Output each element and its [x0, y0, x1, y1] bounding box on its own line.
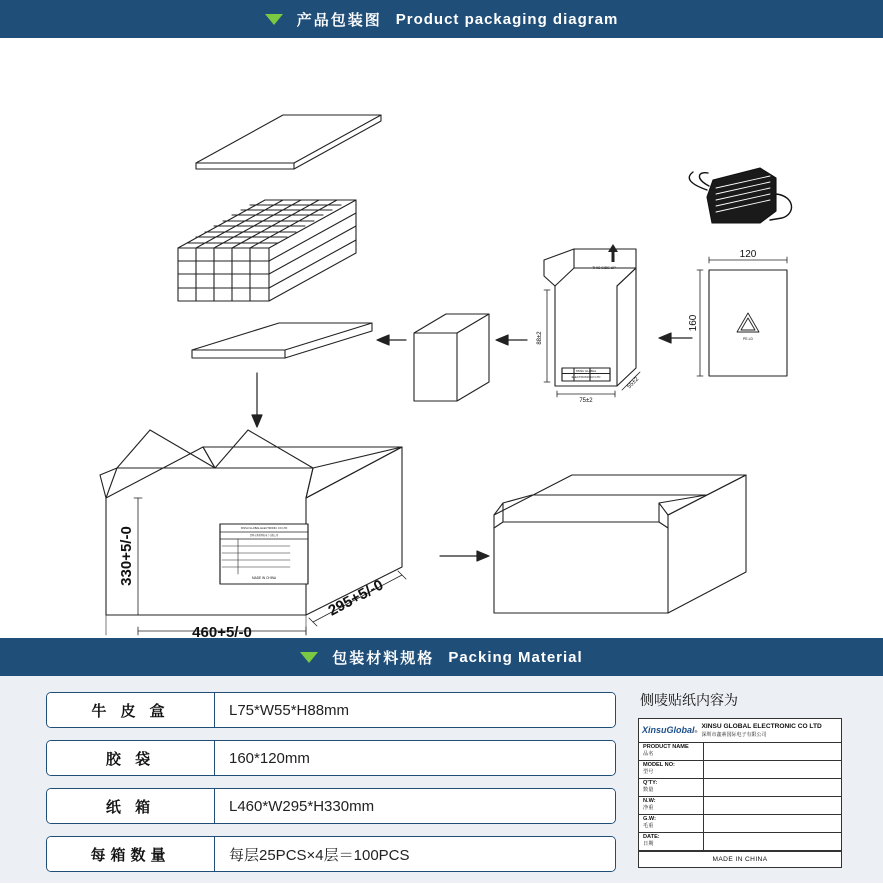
- label-key-en: MODEL NO:: [643, 761, 675, 768]
- dim-colorbox-width: 75±2: [579, 398, 593, 404]
- label-key-cn: 净重: [643, 804, 654, 811]
- green-triangle-icon: [265, 14, 283, 25]
- label-row: [639, 797, 841, 815]
- label-key-cn: 日期: [643, 840, 654, 847]
- product-array: [178, 200, 356, 301]
- company-name: [701, 723, 821, 739]
- packing-title-en: Packing Material: [448, 648, 583, 666]
- green-triangle-icon: [300, 652, 318, 663]
- header-bar: [0, 0, 883, 38]
- label-row: [639, 743, 841, 761]
- shipping-mark-title: XINSU GLOBAL ELECTRONIC CO LTD: [240, 527, 288, 530]
- spec-label: 牛 皮 盒: [47, 693, 215, 727]
- label-key-cn: 毛重: [643, 822, 654, 829]
- dim-carton-depth: 295+5/-0: [325, 576, 387, 620]
- arrow-left-1: [377, 335, 406, 345]
- company-logo: [642, 726, 697, 735]
- label-value: [704, 779, 841, 796]
- label-key: [639, 743, 704, 760]
- dim-carton-height: 330+5/-0: [118, 526, 135, 586]
- colorbox-arrow-note: THIS SIDE UP: [592, 266, 616, 270]
- poly-bag: [697, 257, 787, 376]
- label-key-en: G.W:: [643, 815, 656, 822]
- packing-material-bar: [0, 638, 883, 676]
- company-name-cn: 深圳市鑫素国际电子有限公司: [701, 731, 767, 738]
- spec-row: [46, 692, 616, 728]
- side-label-block: [638, 690, 842, 868]
- arrow-down-to-carton: [252, 373, 262, 427]
- label-key-en: Q'TY:: [643, 779, 658, 786]
- arrow-right-sealed: [440, 551, 489, 561]
- label-key-cn: 数量: [643, 786, 654, 793]
- spec-label: 每箱数量: [47, 837, 215, 871]
- arrow-left-2: [496, 335, 527, 345]
- power-adapter: [689, 168, 791, 223]
- recycle-code: PE-LD: [743, 337, 753, 341]
- logo-mark: ®: [694, 729, 698, 735]
- kraft-pad-bottom: [192, 323, 372, 358]
- packaging-diagram: [0, 38, 883, 638]
- label-row: [639, 833, 841, 851]
- logo-text: XinsuGlobal: [642, 725, 695, 736]
- label-key: [639, 779, 704, 796]
- spec-row: [46, 836, 616, 872]
- label-key: [639, 761, 704, 778]
- label-key-cn: 品名: [643, 750, 654, 757]
- colorbox-bottom-note: XINSU GLOBAL: [575, 369, 597, 373]
- company-name-en: XINSU GLOBAL ELECTRONIC CO LTD: [701, 723, 822, 730]
- spec-value: L460*W295*H330mm: [215, 789, 615, 823]
- label-value: [704, 743, 841, 760]
- colorbox-bottom-note2: ELECTRONIC CO LTD: [571, 375, 601, 379]
- label-key: [639, 815, 704, 832]
- packing-material-section: [0, 676, 883, 883]
- dim-colorbox-height: 88±2: [537, 331, 543, 345]
- spec-table: [46, 692, 616, 884]
- spec-value: 每层25PCS×4层＝100PCS: [215, 837, 615, 871]
- kraft-pad-top: [196, 115, 381, 169]
- spec-value: L75*W55*H88mm: [215, 693, 615, 727]
- label-key: [639, 833, 704, 850]
- header-title-cn: 产品包装图: [296, 11, 382, 29]
- label-row: [639, 815, 841, 833]
- packing-title-cn: 包装材料规格: [332, 649, 435, 667]
- label-value: [704, 797, 841, 814]
- dim-bag-height: 160: [688, 314, 699, 332]
- spec-label: 胶 袋: [47, 741, 215, 775]
- label-key: [639, 797, 704, 814]
- shipping-mark-sub: 深圳市鑫素国际电子有限公司: [249, 535, 279, 537]
- side-label-title: 侧唛贴纸内容为: [640, 692, 738, 708]
- spec-row: [46, 788, 616, 824]
- shipping-mark-footer: MADE IN CHINA: [251, 576, 277, 580]
- header-title-en: Product packaging diagram: [395, 10, 619, 28]
- label-value: [704, 815, 841, 832]
- dim-colorbox-depth: 55±2: [626, 376, 641, 391]
- label-key-en: N.W:: [643, 797, 656, 804]
- label-key-en: DATE:: [643, 833, 660, 840]
- kraft-box: [414, 314, 489, 401]
- spec-row: [46, 740, 616, 776]
- label-key-cn: 型号: [643, 768, 654, 775]
- label-header: [639, 719, 841, 743]
- spec-value: 160*120mm: [215, 741, 615, 775]
- arrow-left-3: [659, 333, 692, 343]
- dim-carton-width: 460+5/-0: [192, 624, 252, 638]
- label-key-en: PRODUCT NAME: [643, 743, 689, 750]
- dim-bag-width: 120: [739, 249, 757, 260]
- shipping-label-card: [638, 718, 842, 868]
- label-row: [639, 761, 841, 779]
- label-value: [704, 833, 841, 850]
- label-value: [704, 761, 841, 778]
- spec-label: 纸 箱: [47, 789, 215, 823]
- label-row: [639, 779, 841, 797]
- master-carton-sealed: [494, 475, 746, 613]
- label-footer: MADE IN CHINA: [639, 851, 841, 867]
